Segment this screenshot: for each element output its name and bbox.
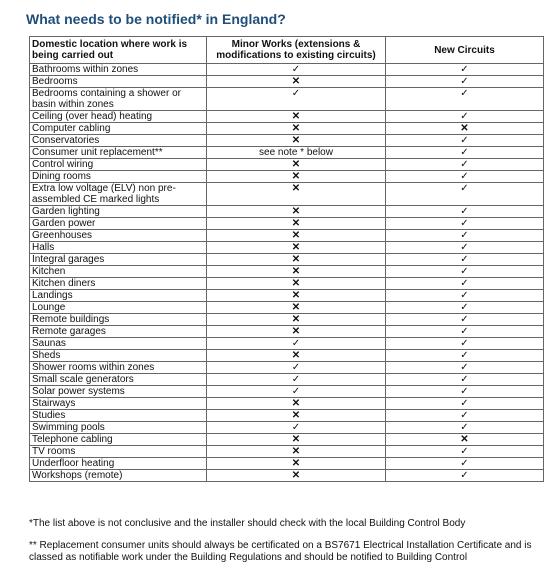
minor-works-cell: ✕	[207, 302, 386, 314]
new-circuits-cell: ✓	[386, 362, 544, 374]
minor-works-cell: ✕	[207, 290, 386, 302]
new-circuits-cell: ✓	[386, 278, 544, 290]
location-cell: Halls	[30, 242, 207, 254]
minor-works-cell: ✕	[207, 254, 386, 266]
location-cell: Workshops (remote)	[30, 470, 207, 482]
table-row	[30, 434, 544, 446]
minor-works-cell: ✕	[207, 410, 386, 422]
new-circuits-cell: ✓	[386, 470, 544, 482]
minor-works-cell: ✕	[207, 350, 386, 362]
location-cell: Integral garages	[30, 254, 207, 266]
location-cell: Extra low voltage (ELV) non pre-assembled CE marked lights	[30, 183, 207, 206]
minor-works-cell: ✓	[207, 338, 386, 350]
table-row	[30, 218, 544, 230]
minor-works-cell: see note * below	[207, 147, 386, 159]
minor-works-cell: ✕	[207, 123, 386, 135]
minor-works-cell: ✕	[207, 446, 386, 458]
minor-works-cell: ✕	[207, 111, 386, 123]
location-cell: Garden power	[30, 218, 207, 230]
table-row	[30, 458, 544, 470]
location-cell: Bathrooms within zones	[30, 64, 207, 76]
new-circuits-cell: ✓	[386, 206, 544, 218]
header-new-circuits: New Circuits	[386, 37, 544, 64]
location-cell: Kitchen	[30, 266, 207, 278]
minor-works-cell: ✕	[207, 183, 386, 206]
new-circuits-cell: ✓	[386, 458, 544, 470]
table-row	[30, 266, 544, 278]
minor-works-cell: ✕	[207, 230, 386, 242]
table-row	[30, 135, 544, 147]
minor-works-cell: ✕	[207, 434, 386, 446]
new-circuits-cell: ✓	[386, 159, 544, 171]
location-cell: Studies	[30, 410, 207, 422]
new-circuits-cell: ✓	[386, 290, 544, 302]
new-circuits-cell: ✓	[386, 386, 544, 398]
table-row	[30, 254, 544, 266]
minor-works-cell: ✓	[207, 362, 386, 374]
table-row	[30, 470, 544, 482]
location-cell: Greenhouses	[30, 230, 207, 242]
minor-works-cell: ✕	[207, 326, 386, 338]
table-header-row	[30, 37, 544, 64]
table-row	[30, 123, 544, 135]
minor-works-cell: ✕	[207, 242, 386, 254]
table-row	[30, 374, 544, 386]
location-cell: Bedrooms	[30, 76, 207, 88]
table-row	[30, 159, 544, 171]
header-minor-works: Minor Works (extensions & modifications to existing circuits)	[207, 37, 386, 64]
footnote-1: *The list above is not conclusive and the installer should check with the local Building Control Body	[29, 518, 466, 529]
minor-works-cell: ✕	[207, 218, 386, 230]
new-circuits-cell: ✓	[386, 374, 544, 386]
location-cell: Underfloor heating	[30, 458, 207, 470]
table-row	[30, 147, 544, 159]
location-cell: Bedrooms containing a shower or basin within zones	[30, 88, 207, 111]
new-circuits-cell: ✓	[386, 218, 544, 230]
table-row	[30, 422, 544, 434]
table-row	[30, 230, 544, 242]
new-circuits-cell: ✓	[386, 135, 544, 147]
new-circuits-cell: ✓	[386, 230, 544, 242]
location-cell: Garden lighting	[30, 206, 207, 218]
location-cell: Computer cabling	[30, 123, 207, 135]
footnote-2: ** Replacement consumer units should always be certificated on a BS7671 Electrical Installation Certificate and is classed as notifiable work under the Building Regulations and should be notified to Building Control	[29, 540, 532, 563]
header-location: Domestic location where work is being carried out	[30, 37, 207, 64]
minor-works-cell: ✓	[207, 88, 386, 111]
location-cell: Consumer unit replacement**	[30, 147, 207, 159]
minor-works-cell: ✕	[207, 159, 386, 171]
minor-works-cell: ✓	[207, 422, 386, 434]
table-row	[30, 64, 544, 76]
minor-works-cell: ✕	[207, 171, 386, 183]
location-cell: Shower rooms within zones	[30, 362, 207, 374]
table-row	[30, 206, 544, 218]
table-row	[30, 410, 544, 422]
minor-works-cell: ✕	[207, 278, 386, 290]
location-cell: Lounge	[30, 302, 207, 314]
new-circuits-cell: ✓	[386, 242, 544, 254]
new-circuits-cell: ✓	[386, 338, 544, 350]
table-row	[30, 350, 544, 362]
notification-table	[29, 36, 544, 482]
new-circuits-cell: ✓	[386, 171, 544, 183]
location-cell: Sheds	[30, 350, 207, 362]
location-cell: Small scale generators	[30, 374, 207, 386]
table-row	[30, 278, 544, 290]
location-cell: Stairways	[30, 398, 207, 410]
minor-works-cell: ✓	[207, 374, 386, 386]
new-circuits-cell: ✓	[386, 422, 544, 434]
table-row	[30, 171, 544, 183]
new-circuits-cell: ✓	[386, 147, 544, 159]
location-cell: Control wiring	[30, 159, 207, 171]
table-row	[30, 88, 544, 111]
table-row	[30, 76, 544, 88]
minor-works-cell: ✓	[207, 64, 386, 76]
minor-works-cell: ✕	[207, 135, 386, 147]
new-circuits-cell: ✓	[386, 398, 544, 410]
minor-works-cell: ✓	[207, 386, 386, 398]
new-circuits-cell: ✓	[386, 266, 544, 278]
location-cell: Solar power systems	[30, 386, 207, 398]
new-circuits-cell: ✕	[386, 434, 544, 446]
page-title: What needs to be notified* in England?	[26, 11, 286, 27]
table-row	[30, 338, 544, 350]
minor-works-cell: ✕	[207, 470, 386, 482]
location-cell: Telephone cabling	[30, 434, 207, 446]
table-row	[30, 183, 544, 206]
table-row	[30, 362, 544, 374]
new-circuits-cell: ✓	[386, 350, 544, 362]
minor-works-cell: ✕	[207, 76, 386, 88]
new-circuits-cell: ✕	[386, 123, 544, 135]
table-row	[30, 386, 544, 398]
location-cell: Landings	[30, 290, 207, 302]
table-row	[30, 111, 544, 123]
location-cell: Remote buildings	[30, 314, 207, 326]
location-cell: Dining rooms	[30, 171, 207, 183]
minor-works-cell: ✕	[207, 314, 386, 326]
location-cell: Ceiling (over head) heating	[30, 111, 207, 123]
location-cell: Remote garages	[30, 326, 207, 338]
new-circuits-cell: ✓	[386, 88, 544, 111]
new-circuits-cell: ✓	[386, 302, 544, 314]
location-cell: Swimming pools	[30, 422, 207, 434]
table-row	[30, 314, 544, 326]
new-circuits-cell: ✓	[386, 64, 544, 76]
table-row	[30, 446, 544, 458]
table-row	[30, 326, 544, 338]
minor-works-cell: ✕	[207, 206, 386, 218]
location-cell: Saunas	[30, 338, 207, 350]
location-cell: TV rooms	[30, 446, 207, 458]
new-circuits-cell: ✓	[386, 183, 544, 206]
new-circuits-cell: ✓	[386, 254, 544, 266]
new-circuits-cell: ✓	[386, 111, 544, 123]
minor-works-cell: ✕	[207, 458, 386, 470]
new-circuits-cell: ✓	[386, 410, 544, 422]
new-circuits-cell: ✓	[386, 314, 544, 326]
new-circuits-cell: ✓	[386, 76, 544, 88]
location-cell: Kitchen diners	[30, 278, 207, 290]
table-row	[30, 242, 544, 254]
table-row	[30, 302, 544, 314]
new-circuits-cell: ✓	[386, 446, 544, 458]
new-circuits-cell: ✓	[386, 326, 544, 338]
table-row	[30, 398, 544, 410]
table-row	[30, 290, 544, 302]
minor-works-cell: ✕	[207, 266, 386, 278]
minor-works-cell: ✕	[207, 398, 386, 410]
location-cell: Conservatories	[30, 135, 207, 147]
